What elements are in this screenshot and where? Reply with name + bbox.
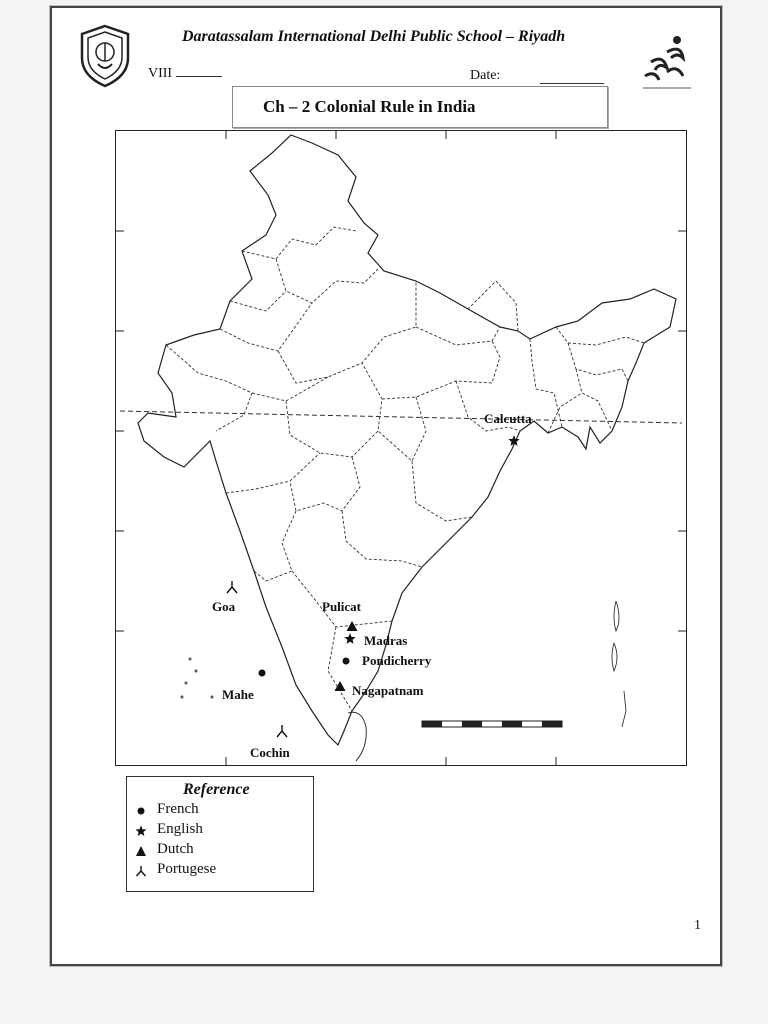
- marker-cochin: [277, 725, 287, 737]
- sri-lanka-outline: [348, 712, 366, 761]
- reference-legend: [126, 776, 314, 892]
- page-title: Ch – 2 Colonial Rule in India: [263, 97, 476, 116]
- page-number: 1: [694, 918, 701, 933]
- place-label-pulicat: Pulicat: [322, 599, 361, 614]
- legend-item-dutch: [157, 841, 194, 858]
- india-outline-map: [115, 130, 687, 766]
- marker-goa: [227, 581, 237, 593]
- place-label-pondicherry: Pondicherry: [362, 653, 432, 668]
- worksheet-page: [50, 6, 722, 966]
- marker-pondicherry: [343, 658, 350, 665]
- date-label: Date:: [470, 68, 501, 83]
- school-name: Daratassalam International Delhi Public School – Riyadh: [182, 28, 566, 45]
- place-label-cochin: Cochin: [250, 745, 290, 760]
- map-border-ticks: [116, 131, 686, 765]
- legend-item-english: [157, 821, 203, 838]
- school-crest-icon: [78, 24, 132, 88]
- star-icon: [135, 825, 147, 837]
- place-label-madras: Madras: [364, 633, 408, 648]
- tropic-of-cancer-line: [120, 411, 682, 423]
- marker-madras: [344, 633, 355, 644]
- legend-item-portugese: [157, 861, 216, 878]
- date-field: [470, 68, 604, 84]
- marker-pulicat: [347, 621, 358, 631]
- map-scale-bar: [422, 721, 562, 727]
- title-box: [232, 86, 608, 128]
- place-label-goa: Goa: [212, 599, 236, 614]
- triangle-icon: [135, 845, 147, 857]
- legend-label: English: [157, 821, 203, 837]
- inverted-y-icon: [135, 865, 147, 877]
- place-label-calcutta: Calcutta: [484, 411, 532, 426]
- grade-label: VIII: [148, 66, 173, 81]
- marker-mahe: [259, 670, 266, 677]
- school-emblem-icon: [637, 32, 697, 96]
- legend-label: French: [157, 801, 199, 817]
- legend-title: Reference: [183, 781, 250, 798]
- legend-item-french: [157, 801, 199, 818]
- place-label-nagapatnam: Nagapatnam: [352, 683, 424, 698]
- circle-icon: [135, 805, 147, 817]
- place-label-mahe: Mahe: [222, 687, 254, 702]
- legend-label: Dutch: [157, 841, 194, 857]
- grade-field: [148, 66, 222, 82]
- legend-label: Portugese: [157, 861, 217, 877]
- date-blank: [540, 83, 604, 84]
- grade-blank: [176, 76, 222, 77]
- marker-nagapatnam: [335, 681, 346, 691]
